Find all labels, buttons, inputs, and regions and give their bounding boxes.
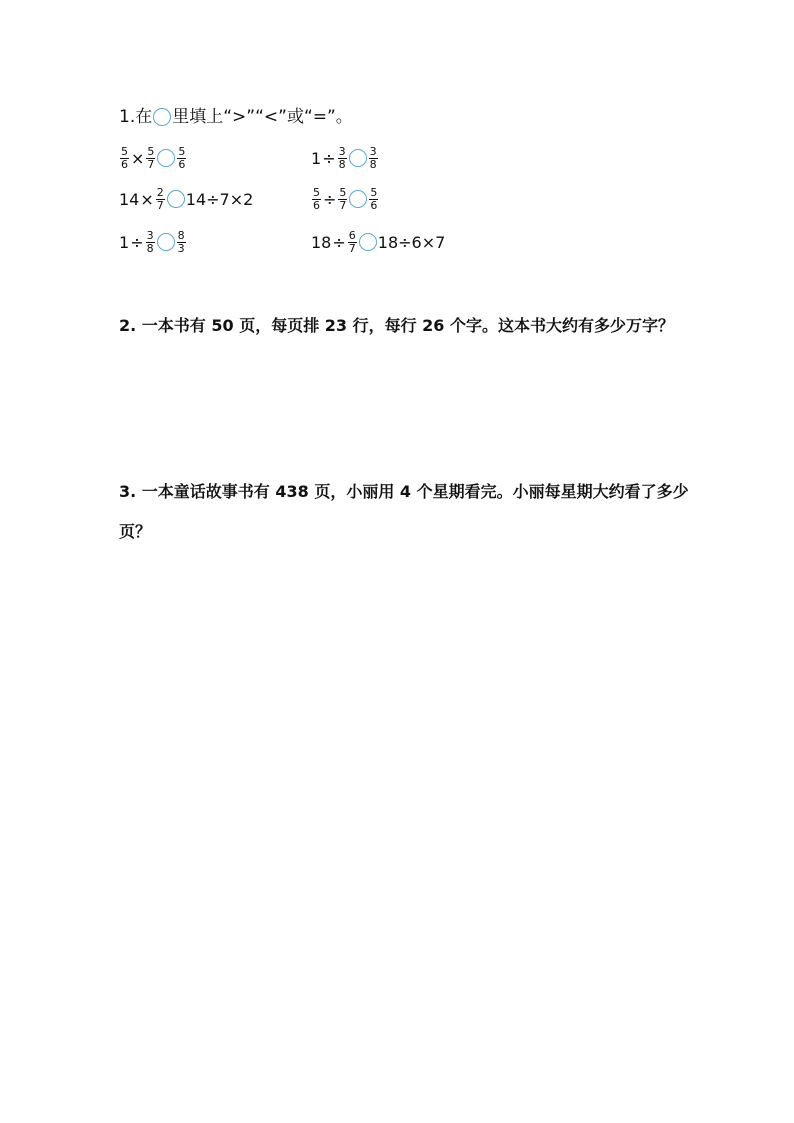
fraction: $\frac{3}{8}$ xyxy=(146,228,154,255)
whole-number: 1 xyxy=(311,148,322,168)
answer-circle-input[interactable] xyxy=(349,190,367,208)
fraction: $\frac{3}{8}$ xyxy=(338,144,346,171)
whole-number: 18 xyxy=(311,232,332,252)
answer-circle-icon xyxy=(153,108,171,126)
operator: ÷ xyxy=(332,232,346,252)
whole-number: 1 xyxy=(119,232,130,252)
fraction: $\frac{2}{7}$ xyxy=(156,185,164,212)
fraction: $\frac{8}{3}$ xyxy=(177,228,185,255)
comparison-item-6 xyxy=(311,225,445,259)
expression-text: 18÷6×7 xyxy=(377,232,446,252)
comparison-item-2 xyxy=(311,141,379,175)
question-3: 3. 一本童话故事书有 438 页，小丽用 4 个星期看完。小丽每星期大约看了多少页？ xyxy=(119,482,689,541)
fraction: $\frac{6}{7}$ xyxy=(348,228,356,255)
expression-text: 14÷7×2 xyxy=(185,189,254,209)
operator: × xyxy=(131,148,145,168)
question-1-suffix: 里填上“>”“<”或“=”。 xyxy=(172,107,353,127)
operator: ÷ xyxy=(322,148,336,168)
operator: × xyxy=(140,189,154,209)
answer-circle-input[interactable] xyxy=(157,233,175,251)
whole-number: 14 xyxy=(119,189,140,209)
fraction: $\frac{5}{6}$ xyxy=(178,144,186,171)
fraction: $\frac{5}{6}$ xyxy=(313,185,320,212)
answer-circle-input[interactable] xyxy=(349,149,367,167)
answer-circle-input[interactable] xyxy=(157,149,175,167)
comparison-item-3 xyxy=(119,182,253,216)
comparison-item-5 xyxy=(119,225,187,259)
comparison-item-4 xyxy=(311,182,379,216)
operator: ÷ xyxy=(323,189,337,209)
question-1-prefix: 1.在 xyxy=(119,107,153,127)
fraction: $\frac{3}{8}$ xyxy=(369,144,377,171)
question-2: 2. 一本书有 50 页，每页排 23 行，每行 26 个字。这本书大约有多少万字？ xyxy=(119,316,675,335)
fraction: $\frac{5}{7}$ xyxy=(339,185,347,212)
fraction: $\frac{5}{7}$ xyxy=(147,144,155,171)
comparison-item-1 xyxy=(119,141,187,175)
answer-circle-input[interactable] xyxy=(167,190,185,208)
operator: ÷ xyxy=(130,232,144,252)
fraction: $\frac{5}{6}$ xyxy=(370,185,378,212)
question-1-title xyxy=(119,106,353,128)
answer-circle-input[interactable] xyxy=(359,233,377,251)
fraction: $\frac{5}{6}$ xyxy=(121,144,128,171)
